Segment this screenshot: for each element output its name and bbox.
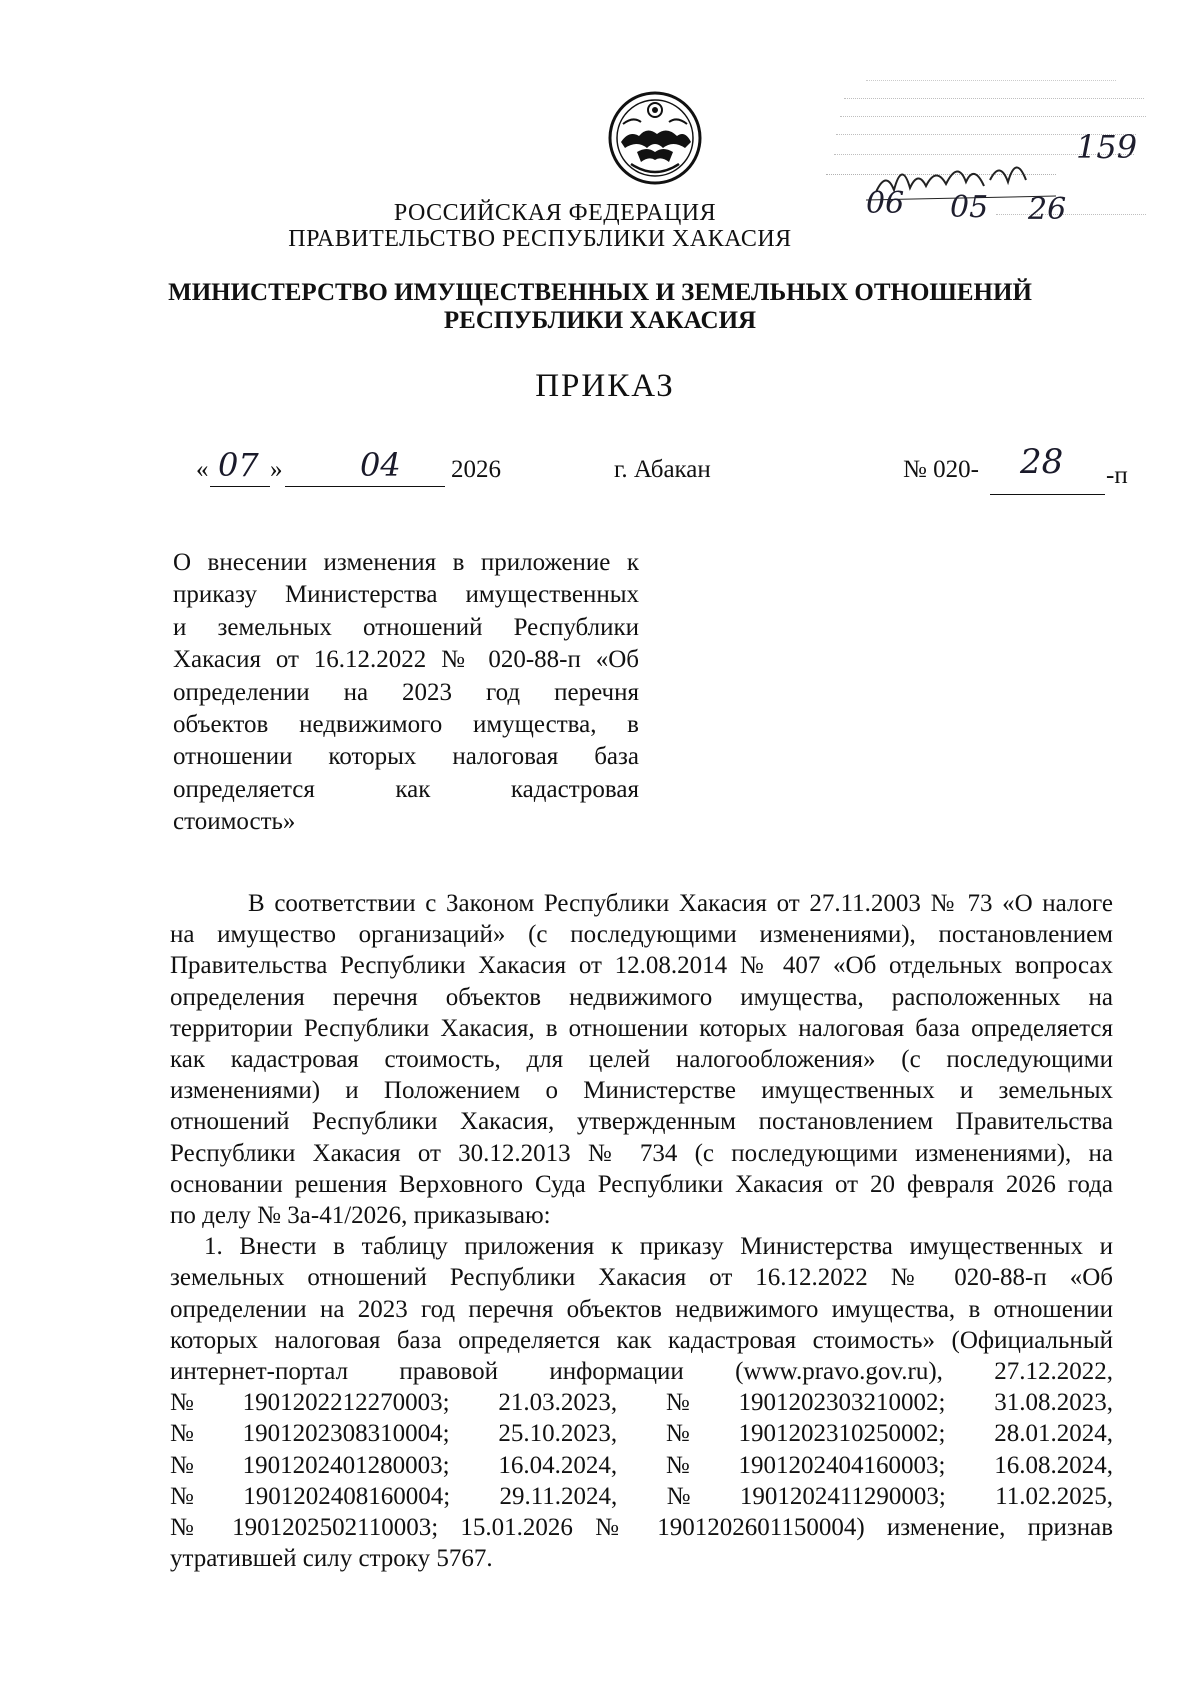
publication-cell: № [666, 1482, 691, 1510]
coat-of-arms-emblem [607, 90, 703, 186]
date-quote-open: « [196, 456, 209, 483]
publication-row [170, 1481, 1113, 1512]
publication-cell: 16.08.2024, [994, 1451, 1113, 1479]
subject-line: Хакасия от 16.12.2022 № 020-88-п «Об [173, 646, 639, 674]
publication-row [170, 1387, 1113, 1418]
publication-cell: 1901202404160003; [738, 1451, 946, 1479]
publication-cell: 28.01.2024, [994, 1420, 1113, 1448]
portal-row [170, 1356, 1113, 1387]
subject-line: и земельных отношений Республики [173, 613, 639, 641]
item1-line: 1. Внести в таблицу приложения к приказу Министерства имущественных и [204, 1233, 1113, 1261]
subject-line: отношении которых налоговая база [173, 743, 639, 771]
preamble-line: Правительства Республики Хакасия от 12.08.2014 № 407 «Об отдельных вопросах [170, 952, 1113, 980]
publication-cell: 11.02.2025, [995, 1482, 1113, 1510]
order-subject [173, 547, 639, 839]
portal-cell: правовой [399, 1358, 499, 1386]
closing-line: утратившей силу строку 5767. [170, 1545, 493, 1573]
publication-cell: 29.11.2024, [499, 1482, 618, 1510]
stamp-date-day: 06 [866, 186, 905, 221]
publication-cell: 1901202408160004; [243, 1482, 451, 1510]
subject-line: определении на 2023 год перечня [173, 678, 639, 706]
publication-cell: 1901202212270003; [242, 1389, 450, 1417]
publication-row [170, 1450, 1113, 1481]
item1-line: которых налоговая база определяется как кадастровая стоимость» (Официальный [170, 1326, 1113, 1354]
publication-cell: № [170, 1451, 194, 1479]
date-quote-close: » [270, 456, 283, 483]
country-heading: РОССИЙСКАЯ ФЕДЕРАЦИЯ [393, 200, 717, 226]
portal-cell: (www.pravo.gov.ru), [735, 1358, 943, 1386]
item1-line: определении на 2023 год перечня объектов недвижимого имущества, в отношении [170, 1295, 1113, 1323]
publication-row [170, 1418, 1113, 1449]
publication-cell: 31.08.2023, [994, 1389, 1113, 1417]
subject-line: стоимость» [173, 808, 296, 836]
preamble-line: по делу № 3а-41/2026, приказываю: [170, 1202, 551, 1230]
preamble-line: территории Республики Хакасия, в отношении которых налоговая база определяется [170, 1014, 1113, 1042]
preamble-line: как кадастровая стоимость, для целей налогообложения» (с последующими [170, 1046, 1113, 1074]
preamble-line: определения перечня объектов недвижимого имущества, расположенных на [170, 983, 1113, 1011]
closing-line: № 1901202502110003; 15.01.2026 № 1901202601150004) изменение, признав [170, 1514, 1113, 1542]
preamble-line: В соответствии с Законом Республики Хакасия от 27.11.2003 № 73 «О налоге [248, 890, 1113, 917]
publication-cell: № [665, 1389, 690, 1417]
publication-cell: № [665, 1420, 690, 1448]
subject-line: О внесении изменения в приложение к [173, 549, 639, 576]
publication-cell: № [665, 1451, 690, 1479]
order-body [170, 888, 1113, 1574]
portal-cell: интернет-портал [170, 1358, 349, 1386]
order-day: 07 [218, 446, 259, 484]
order-number: 28 [1020, 442, 1064, 482]
publication-cell: 1901202411290003; [739, 1482, 946, 1510]
order-year: 2026 [451, 456, 501, 483]
ministry-title-line2: РЕСПУБЛИКИ ХАКАСИЯ [443, 307, 757, 334]
document-type-title: ПРИКАЗ [535, 368, 675, 404]
order-month: 04 [360, 446, 401, 484]
preamble-line: изменениями) и Положением о Министерстве имущественных и земельных [170, 1077, 1113, 1105]
publication-cell: 1901202308310004; [242, 1420, 450, 1448]
government-heading: ПРАВИТЕЛЬСТВО РЕСПУБЛИКИ ХАКАСИЯ [288, 226, 792, 252]
preamble-line: отношений Республики Хакасия, утвержденным постановлением Правительства [170, 1108, 1113, 1136]
portal-cell: 27.12.2022, [994, 1358, 1113, 1386]
portal-cell: информации [549, 1358, 684, 1386]
publication-cell: № [170, 1389, 194, 1417]
stamp-date-month: 05 [950, 190, 989, 225]
preamble-line: основании решения Верховного Суда Республики Хакасия от 20 февраля 2026 года [170, 1170, 1113, 1198]
subject-line: определяется как кадастровая [173, 775, 639, 803]
publication-cell: 1901202303210002; [738, 1389, 946, 1417]
order-number-suffix: -п [1106, 462, 1128, 489]
preamble-line: Республики Хакасия от 30.12.2013 № 734 (с последующими изменениями), на [170, 1139, 1113, 1167]
publication-cell: 1901202310250002; [738, 1420, 946, 1448]
stamp-reg-number: 159 [1076, 128, 1138, 166]
order-city: г. Абакан [614, 456, 711, 483]
publication-cell: 21.03.2023, [498, 1389, 618, 1417]
item1-line: земельных отношений Республики Хакасия от 16.12.2022 № 020-88-п «Об [170, 1264, 1113, 1292]
publication-cell: 25.10.2023, [498, 1420, 618, 1448]
preamble-line: на имущество организаций» (с последующими изменениями), постановлением [170, 921, 1113, 949]
subject-line: объектов недвижимого имущества, в [173, 711, 639, 739]
order-number-prefix: № 020- [903, 456, 979, 483]
publication-cell: № [170, 1420, 194, 1448]
publication-cell: № [170, 1482, 194, 1510]
order-meta-row [0, 442, 1200, 496]
subject-line: приказу Министерства имущественных [173, 581, 639, 609]
stamp-date-year: 26 [1028, 192, 1067, 227]
ministry-title-line1: МИНИСТЕРСТВО ИМУЩЕСТВЕННЫХ И ЗЕМЕЛЬНЫХ ОТНОШЕНИЙ [168, 279, 1032, 306]
publication-cell: 16.04.2024, [498, 1451, 618, 1479]
publication-cell: 1901202401280003; [242, 1451, 450, 1479]
